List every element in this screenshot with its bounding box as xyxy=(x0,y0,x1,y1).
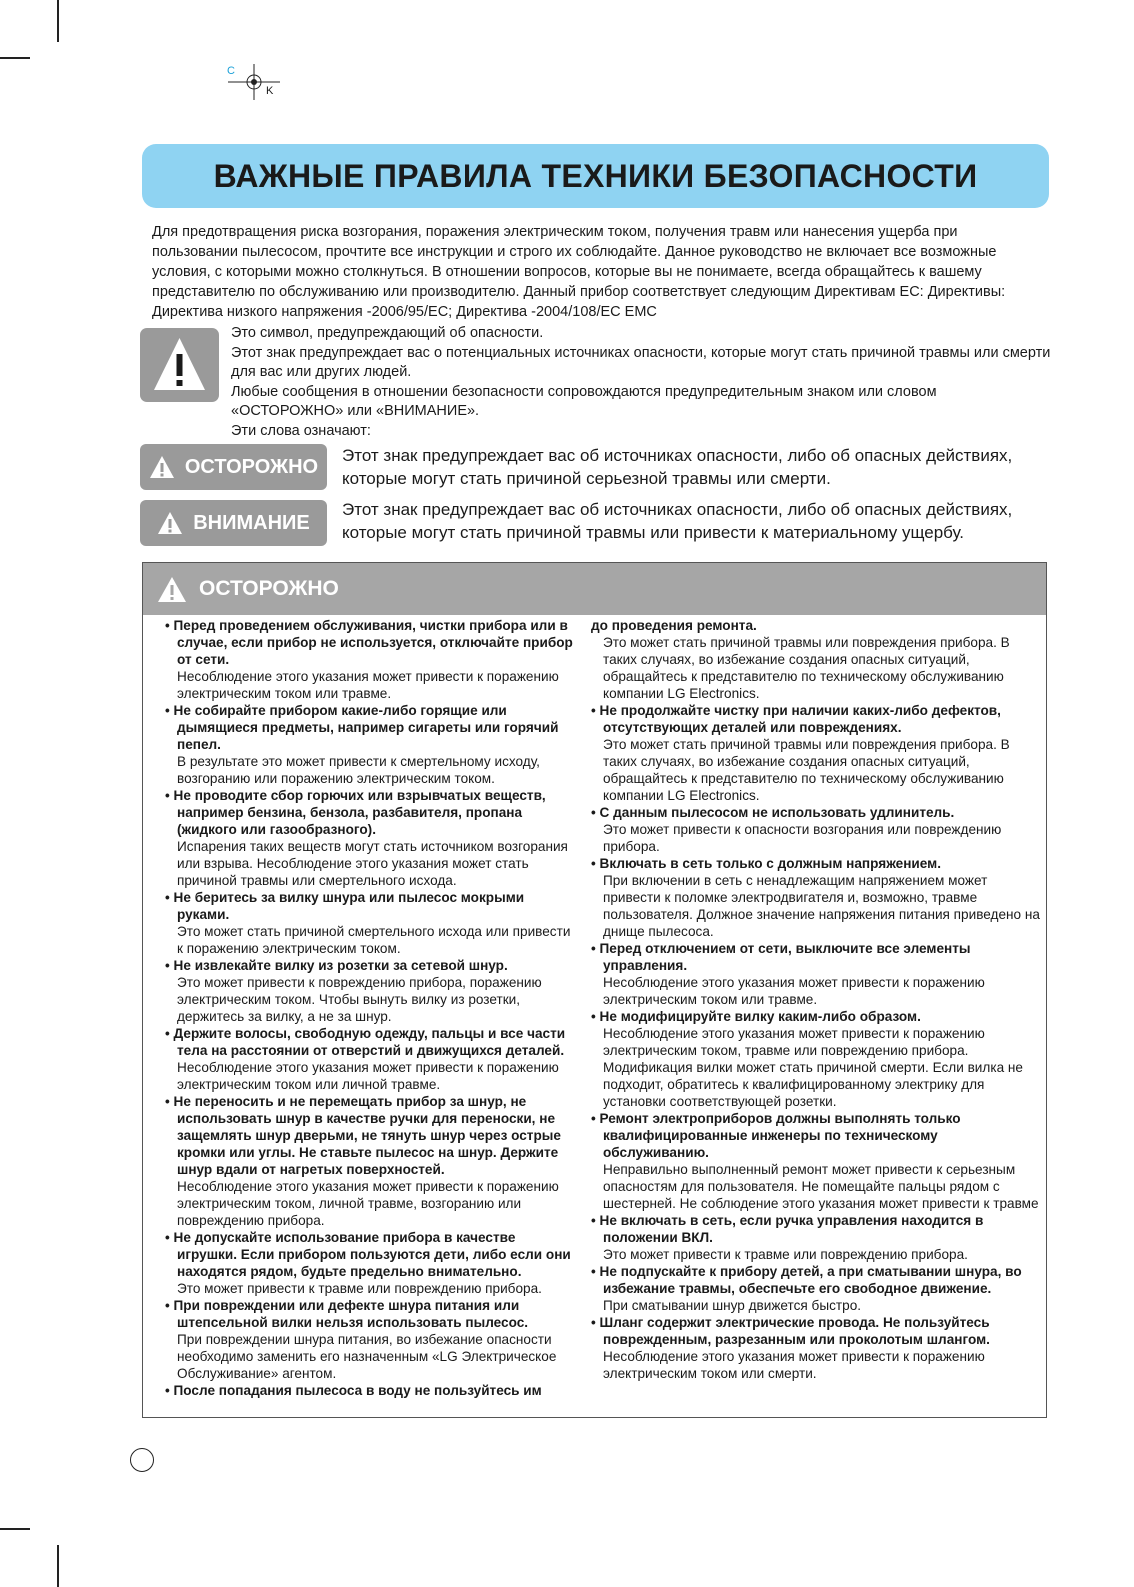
list-item xyxy=(165,702,577,787)
symbol-line: Эти слова означают: xyxy=(231,422,371,439)
list-item xyxy=(591,804,1043,855)
list-item xyxy=(591,855,1043,940)
item-note: Это может стать причиной смертельного исхода или привести к поражению электрическим током. xyxy=(177,924,571,956)
item-note: Несоблюдение этого указания может привести к поражению электрическим током или травме. xyxy=(603,975,985,1007)
item-note: Испарения таких веществ могут стать источником возгорания или взрыва. Несоблюдение этого указания может стать причиной травмы или смертельного исхода. xyxy=(177,839,568,888)
page-number-circle xyxy=(130,1448,154,1472)
list-item xyxy=(165,1025,577,1093)
item-heading: • Не модифицируйте вилку каким-либо образом. xyxy=(591,1009,921,1024)
caution-description: Этот знак предупреждает вас об источниках опасности, либо об опасных действиях, которые могут стать причиной серьезной травмы или смерти. xyxy=(342,446,1013,488)
warning-triangle-icon xyxy=(157,576,187,603)
attention-badge-label: ВНИМАНИЕ xyxy=(193,511,310,534)
item-note: Это может стать причиной травмы или повреждения прибора. В таких случаях, во избежание создания опасных ситуаций, обращайтесь к представителю по техническому обслуживанию компании LG Electronics. xyxy=(603,737,1010,803)
symbol-line: Этот знак предупреждает вас о потенциальных источниках опасности, которые могут стать причиной травмы или смерти для вас или других людей. xyxy=(231,344,1051,380)
list-item xyxy=(591,1263,1043,1314)
item-heading: • Не переносить и не перемещать прибор за шнур, не использовать шнур в качестве ручки для переноски, не защемлять шнур дверьми, не тянуть шнур через острые кромки или углы. Не ставьте пылесос на шнур. Держите шнур вдали от нагретых поверхностей. xyxy=(165,1094,561,1177)
item-heading: • Не подпускайте к прибору детей, а при сматывании шнура, во избежание травмы, обеспечьте его свободное движение. xyxy=(591,1264,1022,1296)
item-note: Это может привести к опасности возгорания или повреждению прибора. xyxy=(603,822,1002,854)
item-heading: • Не проводите сбор горючих или взрывчатых веществ, например бензина, бензола, разбавителя, пропана (жидкого или газообразного). xyxy=(165,788,546,837)
item-heading: • При повреждении или дефекте шнура питания или штепсельной вилки нельзя использовать пылесос. xyxy=(165,1298,529,1330)
item-note: Несоблюдение этого указания может привести к поражению электрическим током или личной травме. xyxy=(177,1060,559,1092)
item-heading: • Шланг содержит электрические провода. Не пользуйтесь поврежденным, разрезанным или проколотым шлангом. xyxy=(591,1315,990,1347)
list-item xyxy=(591,702,1043,804)
item-note: Это может привести к травме или повреждению прибора. xyxy=(177,1281,542,1296)
item-heading: • С данным пылесосом не использовать удлинитель. xyxy=(591,805,955,820)
list-item xyxy=(165,617,577,702)
list-item xyxy=(165,1093,577,1229)
caution-badge-label: ОСТОРОЖНО xyxy=(184,455,319,478)
item-note: Несоблюдение этого указания может привести к поражению электрическим током или смерти. xyxy=(603,1349,985,1381)
panel-right-column xyxy=(591,617,1043,1382)
item-heading: • Не продолжайте чистку при наличии каких-либо дефектов, отсутствующих деталей или повреждениях. xyxy=(591,703,1001,735)
list-item xyxy=(165,1229,577,1297)
item-note: Это может стать причиной травмы или повреждения прибора. В таких случаях, во избежание создания опасных ситуаций, обращайтесь к представителю по техническому обслуживанию компании LG Electronics. xyxy=(603,635,1010,701)
reg-label-k: K xyxy=(266,85,274,97)
item-heading: • Не беритесь за вилку шнура или пылесос мокрыми руками. xyxy=(165,890,525,922)
crop-mark xyxy=(0,1528,30,1530)
item-heading: • Перед отключением от сети, выключите все элементы управления. xyxy=(591,941,971,973)
item-heading: • Перед проведением обслуживания, чистки прибора или в случае, если прибор не используется, отключайте прибор от сети. xyxy=(165,618,573,667)
intro-paragraph: Для предотвращения риска возгорания, поражения электрическим током, получения травм или нанесения ущерба при пользовании пылесосом, прочтите все инструкции и строго их соблюдайте. Данное руководство не включает все возможные условия, с которыми можно столкнуться. В отношении вопросов, которые вы не понимаете, всегда обращайтесь к вашему представителю по обслуживанию или производителю. Данный прибор соответствует следующим Директивам ЕС: Директивы: Директива низкого напряжения -2006/95/EC; Директива -2004/108/EC EMC xyxy=(152,224,1006,320)
warning-symbol xyxy=(140,328,219,402)
item-heading: • Не допускайте использование прибора в качестве игрушки. Если прибором пользуются дети, либо если они находятся рядом, будьте предельно внимательно. xyxy=(165,1230,571,1279)
item-heading: • Не извлекайте вилку из розетки за сетевой шнур. xyxy=(165,958,508,973)
caution-badge xyxy=(140,444,327,490)
registration-mark xyxy=(222,64,282,100)
list-item xyxy=(591,1008,1043,1110)
attention-description: Этот знак предупреждает вас об источниках опасности, либо об опасных действиях, которые могут стать причиной травмы или привести к материальному ущербу. xyxy=(342,500,1013,542)
list-item xyxy=(591,617,1043,702)
item-note: При включении в сеть с ненадлежащим напряжением может привести к поломке электродвигателя и, возможно, травме пользователя. Должное значение напряжения питания приведено на днище пылесоса. xyxy=(603,873,1040,939)
panel-header-label: ОСТОРОЖНО xyxy=(199,577,339,600)
item-heading: • Не включать в сеть, если ручка управления находится в положении ВКЛ. xyxy=(591,1213,984,1245)
caution-panel xyxy=(142,562,1047,1418)
item-heading: до проведения ремонта. xyxy=(591,618,757,633)
item-heading: • Ремонт электроприборов должны выполнять только квалифицированные инженеры по техническому обслуживанию. xyxy=(591,1111,961,1160)
item-heading: • Включать в сеть только с должным напряжением. xyxy=(591,856,941,871)
list-item xyxy=(591,1314,1043,1382)
list-item xyxy=(165,889,577,957)
item-note: Это может привести к повреждению прибора, поражению электрическим током. Чтобы вынуть вилку из розетки, держитесь за вилку, а не за шнур. xyxy=(177,975,542,1024)
panel-header xyxy=(143,563,1046,615)
item-heading: • Держите волосы, свободную одежду, пальцы и все части тела на расстоянии от отверстий и движущихся деталей. xyxy=(165,1026,566,1058)
item-note: При сматывании шнур движется быстро. xyxy=(603,1298,862,1313)
title-banner xyxy=(142,144,1049,208)
list-item xyxy=(165,957,577,1025)
item-note: Несоблюдение этого указания может привести к поражению электрическим током, личной травме, возгоранию или повреждению прибора. xyxy=(177,1179,559,1228)
attention-badge xyxy=(140,500,327,546)
warning-triangle-icon xyxy=(140,328,219,402)
item-note: При повреждении шнура питания, во избежание опасности необходимо заменить его назначенным «LG Электрическое Обслуживание» агентом. xyxy=(177,1332,557,1381)
item-note: Несоблюдение этого указания может привести к поражению электрическим током, травме или повреждению прибора. Модификация вилки может стать причиной смерти. Если вилка не подходит, обратитесь к квалифицированному электрику для установки соответствующей розетки. xyxy=(603,1026,1023,1109)
item-heading: • После попадания пылесоса в воду не пользуйтесь им xyxy=(165,1383,542,1398)
list-item xyxy=(591,940,1043,1008)
crop-mark xyxy=(57,1545,59,1587)
panel-left-column xyxy=(165,617,577,1399)
item-note: Неправильно выполненный ремонт может привести к серьезным опасностям для пользователя. Не помещайте пальцы рядом с шестерней. Не соблюдение этого указания может привести к травме xyxy=(603,1162,1039,1211)
item-note: В результате это может привести к смертельному исходу, возгоранию или поражению электрическим током. xyxy=(177,754,540,786)
symbol-line: Это символ, предупреждающий об опасности. xyxy=(231,325,544,341)
list-item xyxy=(591,1212,1043,1263)
item-heading: • Не собирайте прибором какие-либо горящие или дымящиеся предметы, например сигареты или горячий пепел. xyxy=(165,703,559,752)
page-title: ВАЖНЫЕ ПРАВИЛА ТЕХНИКИ БЕЗОПАСНОСТИ xyxy=(213,157,978,194)
symbol-description xyxy=(231,324,1051,441)
list-item xyxy=(165,1382,577,1399)
warning-triangle-icon xyxy=(149,455,175,479)
crop-mark xyxy=(0,57,30,59)
reg-label-c: C xyxy=(227,65,235,77)
list-item xyxy=(165,1297,577,1382)
symbol-line: Любые сообщения в отношении безопасности сопровождаются предупредительным знаком или словом «ОСТОРОЖНО» или «ВНИМАНИЕ». xyxy=(231,383,937,419)
warning-triangle-icon xyxy=(157,511,183,535)
item-note: Это может привести к травме или повреждению прибора. xyxy=(603,1247,968,1262)
item-note: Несоблюдение этого указания может привести к поражению электрическим током или травме. xyxy=(177,669,559,701)
crop-mark xyxy=(57,0,59,42)
list-item xyxy=(591,1110,1043,1212)
list-item xyxy=(165,787,577,889)
